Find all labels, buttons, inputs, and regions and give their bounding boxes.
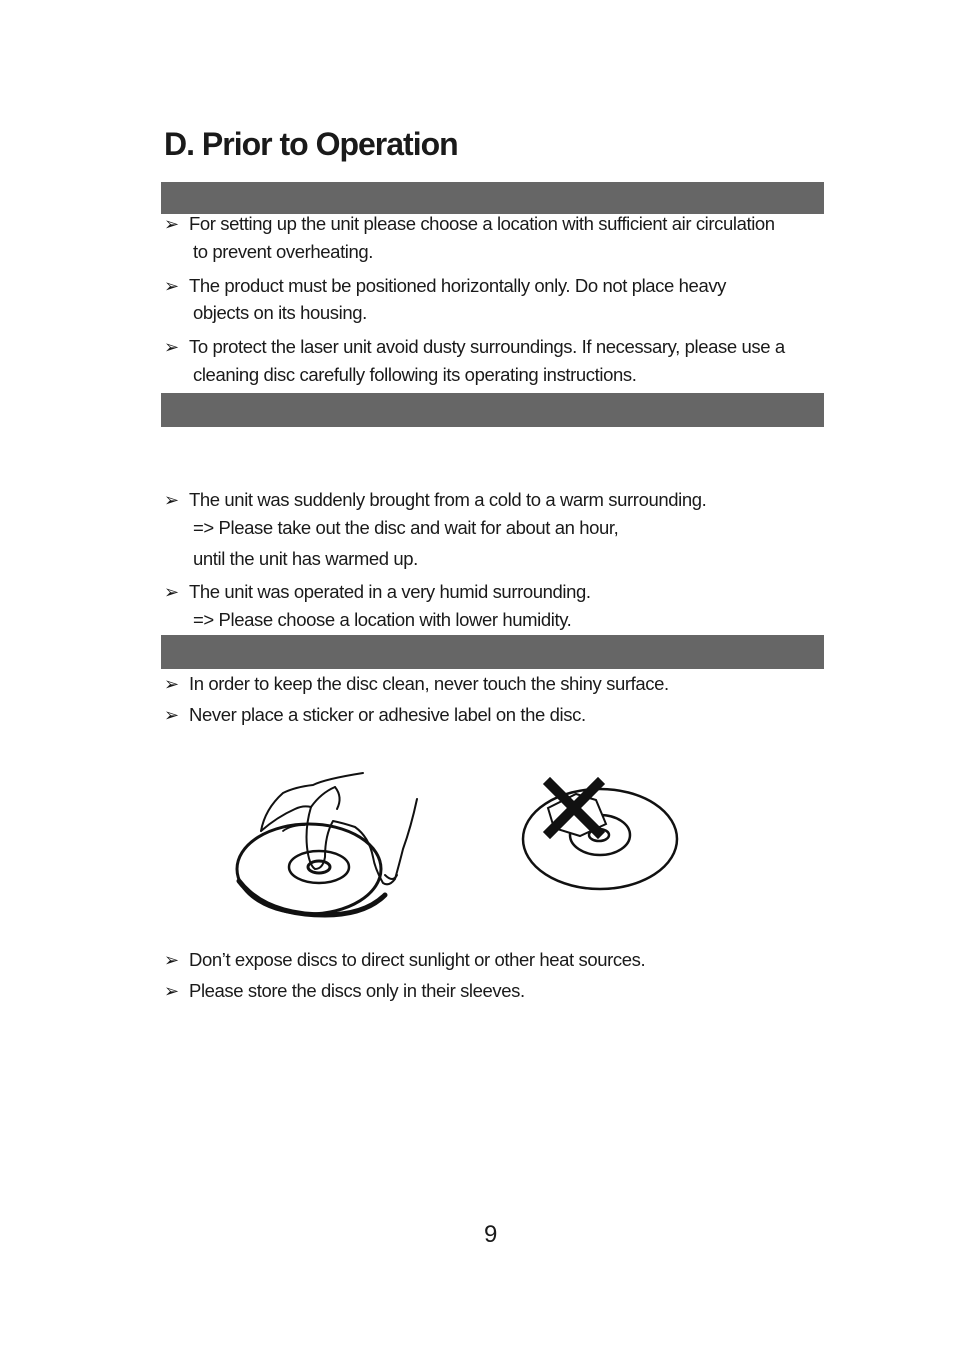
section-header-bar [161,182,824,214]
cold-to-warm-text: The unit was suddenly brought from a cold to a warm surrounding. [189,489,707,510]
bullet-arrow-icon: ➢ [164,705,180,725]
hand-holding-disc-icon [225,765,430,925]
section-header-bar [161,635,824,669]
no-sunlight-text: Don’t expose discs to direct sunlight or other heat sources. [189,949,646,970]
bullet-arrow-icon: ➢ [164,674,180,694]
disc-with-sticker-crossed-icon [518,774,683,894]
setup-air-circulation-text-cont: to prevent overheating. [193,241,374,262]
bullet-arrow-icon: ➢ [164,214,180,234]
bullet-arrow-icon: ➢ [164,490,180,510]
page-title: D. Prior to Operation [164,126,458,162]
cold-to-warm-remedy-text-cont: until the unit has warmed up. [193,548,418,569]
dust-protection-text-cont: cleaning disc carefully following its operating instructions. [193,364,637,385]
no-sticker-text: Never place a sticker or adhesive label on the disc. [189,704,586,725]
disc-clean-text: In order to keep the disc clean, never touch the shiny surface. [189,673,669,694]
horizontal-position-text: The product must be positioned horizontally only. Do not place heavy [189,275,727,296]
dust-protection-text: To protect the laser unit avoid dusty surroundings. If necessary, please use a [189,336,785,357]
section-header-bar [161,393,824,427]
setup-air-circulation-text: For setting up the unit please choose a location with sufficient air circulation [189,213,775,234]
bullet-arrow-icon: ➢ [164,950,180,970]
bullet-arrow-icon: ➢ [164,276,180,296]
cold-to-warm-remedy-text: => Please take out the disc and wait for about an hour, [193,517,619,538]
bullet-arrow-icon: ➢ [164,582,180,602]
bullet-arrow-icon: ➢ [164,337,180,357]
humidity-text: The unit was operated in a very humid surrounding. [189,581,591,602]
bullet-arrow-icon: ➢ [164,981,180,1001]
page-number: 9 [484,1221,498,1248]
horizontal-position-text-cont: objects on its housing. [193,302,367,323]
store-in-sleeves-text: Please store the discs only in their sleeves. [189,980,525,1001]
humidity-remedy-text: => Please choose a location with lower humidity. [193,609,572,630]
